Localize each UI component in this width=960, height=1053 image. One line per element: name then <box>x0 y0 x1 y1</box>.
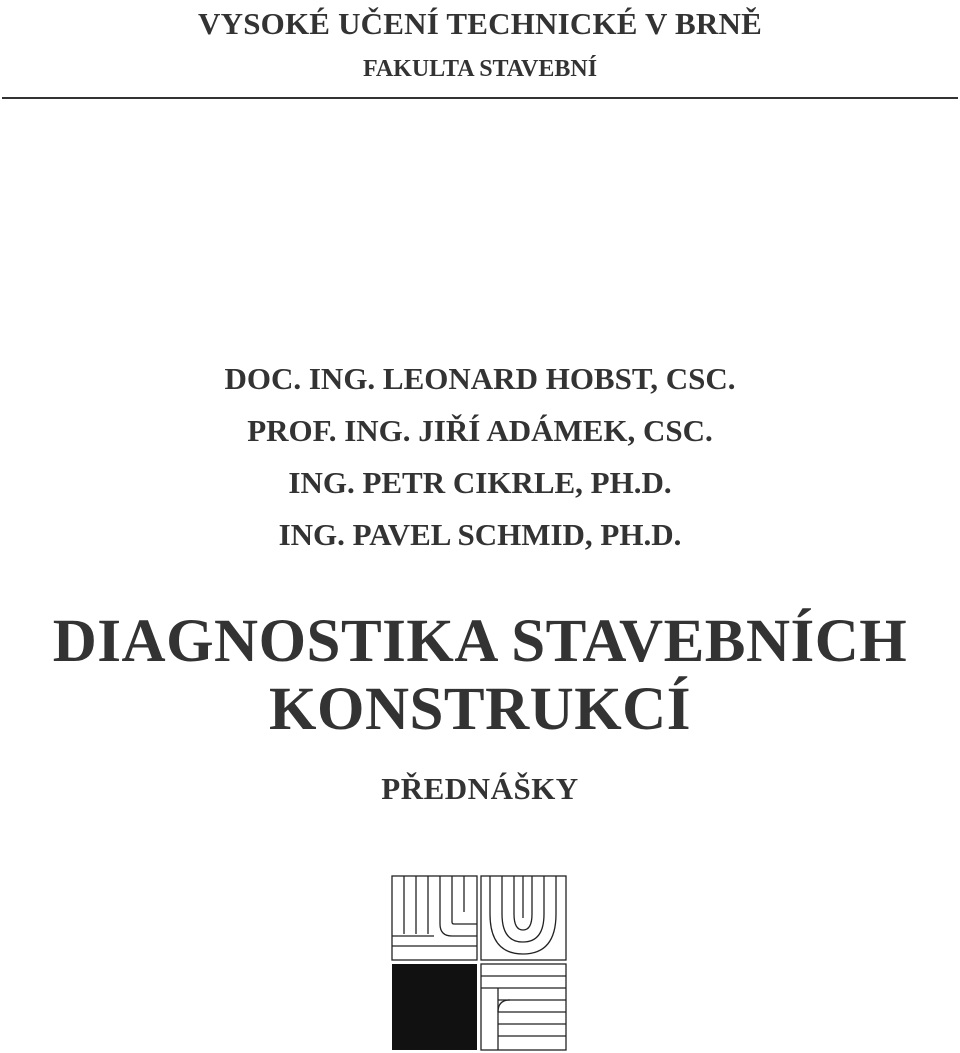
header-divider <box>2 97 958 99</box>
author-list <box>0 353 960 561</box>
university-name: VYSOKÉ UČENÍ TECHNICKÉ V BRNĚ <box>198 6 762 41</box>
title-line-1: DIAGNOSTIKA STAVEBNÍCH <box>52 608 908 675</box>
faculty-name: FAKULTA STAVEBNÍ <box>362 56 598 82</box>
document-subtitle: PŘEDNÁŠKY <box>381 771 579 806</box>
author-1: DOC. ING. LEONARD HOBST, CSC. <box>224 361 736 396</box>
author-4: ING. PAVEL SCHMID, PH.D. <box>278 517 682 552</box>
fast-logo-icon <box>390 874 568 1052</box>
author-2: PROF. ING. JIŘÍ ADÁMEK, CSC. <box>247 413 713 448</box>
document-title <box>0 608 960 744</box>
author-3: ING. PETR CIKRLE, PH.D. <box>288 465 672 500</box>
title-line-2: KONSTRUKCÍ <box>269 676 691 743</box>
